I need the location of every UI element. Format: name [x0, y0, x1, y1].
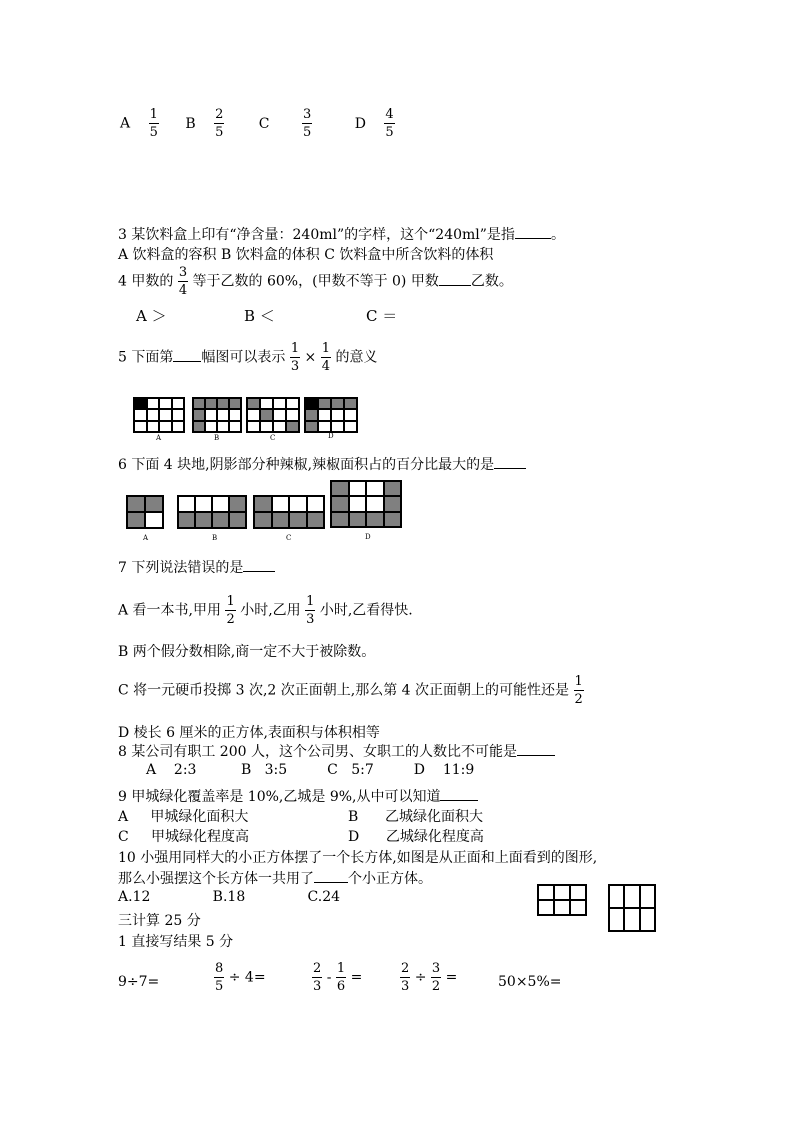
q8-options: A 2:3 B 3:5 C 5:7 D 11:9 — [146, 762, 475, 778]
q8-stem: 8 某公司有职工 200 人，这个公司男、女职工的人数比不可能是 — [118, 741, 555, 761]
q9-option-d: D 乙城绿化程度高 — [348, 829, 484, 845]
top-options-row — [120, 108, 395, 139]
q7-option-a: A 看一本书,甲用 $\frac{1}{2}$ 小时,乙用 $\frac{1}{3}$ 小时,乙看得快. — [118, 594, 413, 627]
option-c-fraction: $\frac{3}{5}$ — [302, 107, 312, 140]
q6-label-a: A — [143, 534, 149, 542]
option-d-label: D — [354, 115, 366, 132]
q7-option-c: C 将一元硬币投掷 3 次,2 次正面朝上,那么第 4 次正面朝上的可能性还是 $\frac{1}{2}$ — [118, 674, 583, 707]
q4-option-a: A ＞ — [136, 307, 167, 325]
q4-option-b: B ＜ — [244, 307, 275, 325]
q6-label-d: D — [365, 533, 371, 541]
option-c-label: C — [258, 115, 270, 132]
q5-figure-c — [246, 397, 300, 433]
q10-line1: 10 小强用同样大的小正方体摆了一个长方体,如图是从正面和上面看到的图形, — [118, 850, 598, 866]
q9-option-c: C 甲城绿化程度高 — [118, 829, 249, 845]
q10-options: A.12 B.18 C.24 — [118, 889, 341, 905]
q6-figure-d — [330, 480, 402, 528]
q6-label-c: C — [286, 534, 292, 542]
q5-figure-a — [133, 397, 185, 433]
q5-figure-d — [304, 397, 358, 433]
calc-expr-2: $\frac{8}{5}$ ÷ 4= — [215, 961, 266, 994]
calc-expr-3: $\frac{2}{3}$ - $\frac{1}{6}$ = — [313, 961, 363, 994]
q7-option-d: D 棱长 6 厘米的正方体,表面积与体积相等 — [118, 725, 380, 741]
q5-label-b: B — [214, 434, 220, 442]
option-b-label: B — [185, 115, 196, 132]
q3-options: A 饮料盒的容积 B 饮料盒的体积 C 饮料盒中所含饮料的体积 — [118, 247, 494, 263]
q6-stem: 6 下面 4 块地,阴影部分种辣椒,辣椒面积占的百分比最大的是 — [118, 454, 526, 474]
option-a-label: A — [120, 115, 131, 132]
q9-option-b: B 乙城绿化面积大 — [348, 809, 483, 825]
q9-stem: 9 甲城绿化覆盖率是 10%,乙城是 9%,从中可以知道 — [118, 786, 478, 806]
option-a-fraction: $\frac{1}{5}$ — [149, 107, 158, 140]
q6-label-b: B — [212, 534, 218, 542]
q5-label-a: A — [156, 434, 162, 442]
option-d-fraction: $\frac{4}{5}$ — [385, 107, 394, 140]
q9-option-a: A 甲城绿化面积大 — [118, 809, 249, 825]
q4-stem: 4 甲数的 $\frac{3}{4}$ 等于乙数的 60%，(甲数不等于 0) 甲数 乙数。 — [118, 265, 513, 298]
q10-top-view — [608, 884, 656, 932]
q10-front-view — [537, 884, 587, 916]
option-b-fraction: $\frac{2}{5}$ — [215, 107, 224, 140]
q7-stem: 7 下列说法错误的是 — [118, 557, 275, 577]
q5-label-c: C — [270, 434, 276, 442]
section3-title: 三计算 25 分 — [118, 913, 201, 929]
q5-label-d: D — [328, 432, 334, 440]
calc-expr-1: 9÷7= — [118, 974, 160, 990]
q5-stem: 5 下面第 幅图可以表示 $\frac{1}{3}$ × $\frac{1}{4}$ 的意义 — [118, 341, 378, 374]
q6-figure-a — [126, 495, 164, 529]
q6-figure-b — [177, 495, 247, 529]
section3-subtitle: 1 直接写结果 5 分 — [118, 934, 234, 950]
calc-expr-4: $\frac{2}{3}$ ÷ $\frac{3}{2}$ = — [401, 961, 458, 994]
q3-stem: 3 某饮料盒上印有“净含量：240ml”的字样，这个“240ml”是指 。 — [118, 227, 565, 243]
q10-line2: 那么小强摆这个长方体一共用了 个小正方体。 — [118, 871, 432, 887]
q6-figure-c — [253, 495, 325, 529]
calc-expr-5: 50×5%= — [498, 974, 562, 990]
q4-option-c: C ＝ — [366, 307, 398, 325]
q5-figure-b — [192, 397, 242, 433]
q7-option-b: B 两个假分数相除,商一定不大于被除数。 — [118, 644, 376, 660]
